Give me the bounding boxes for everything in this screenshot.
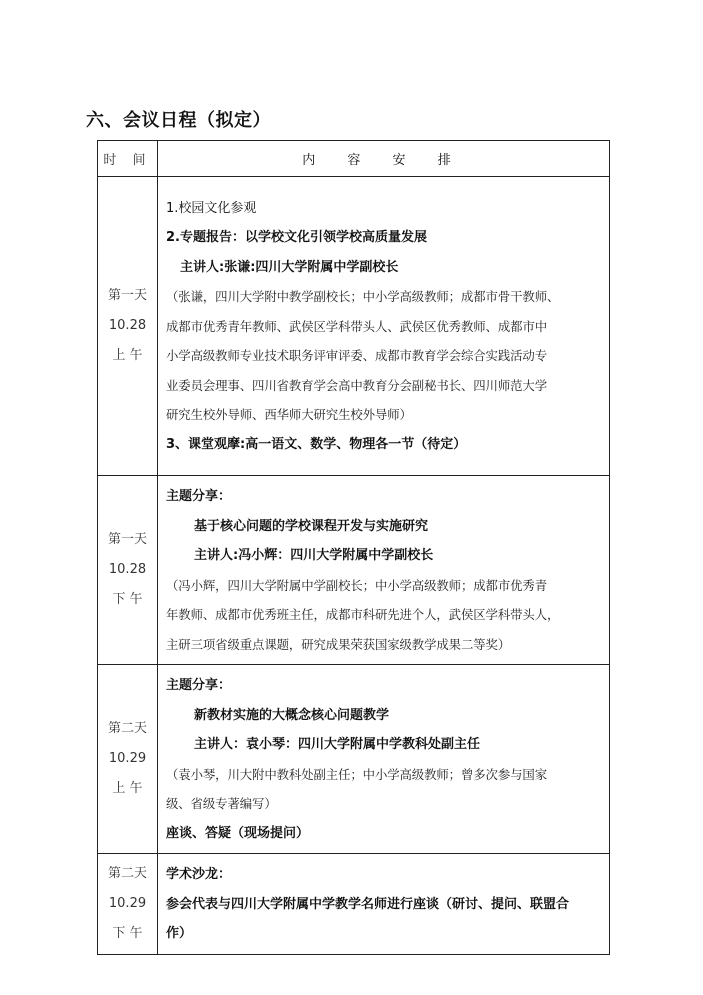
speaker-line: 主讲人:冯小辉：四川大学附属中学副校长 [194, 548, 434, 563]
agenda-item: 学术沙龙： [166, 867, 232, 882]
table-header-row [98, 141, 610, 177]
agenda-item: 参会代表与四川大学附属中学教学名师进行座谈（研讨、提问、联盟合 [166, 896, 570, 912]
speaker-bio: 级、省级专著编写） [166, 796, 277, 811]
speaker-bio: （张谦，四川大学附中教学副校长；中小学高级教师；成都市骨干教师、 [166, 289, 560, 305]
agenda-item: 3、课堂观摩:高一语文、数学、物理各一节（待定） [166, 436, 467, 452]
agenda-item: 主题分享： [166, 489, 232, 504]
content-cell [158, 854, 610, 955]
content-cell [158, 665, 610, 854]
topic-title: 新教材实施的大概念核心问题教学 [194, 707, 390, 723]
date-label: 10.29 [108, 751, 147, 766]
agenda-item: 座谈、答疑（现场提问） [166, 825, 310, 841]
period-label: 上 午 [112, 348, 143, 363]
header-time: 时 间 [98, 141, 158, 177]
schedule-table [97, 140, 610, 955]
speaker-bio: 主研三项省级重点课题，研究成果荣获国家级教学成果二等奖） [166, 636, 511, 652]
time-cell [98, 177, 158, 476]
speaker-line: 主讲人:张谦:四川大学附属中学副校长 [180, 259, 399, 275]
date-label: 10.29 [108, 895, 147, 911]
time-cell [98, 476, 158, 665]
period-label: 下 午 [112, 925, 143, 941]
speaker-bio: 年教师、成都市优秀班主任，成都市科研先进个人，武侯区学科带头人， [166, 607, 560, 622]
agenda-item: 作） [166, 926, 193, 941]
day-label: 第二天 [107, 721, 147, 736]
content-cell [158, 177, 610, 476]
speaker-bio: （冯小辉，四川大学附属中学副校长；中小学高级教师；成都市优秀青 [166, 577, 548, 593]
speaker-line: 主讲人：袁小琴：四川大学附属中学教科处副主任 [194, 737, 481, 752]
agenda-item: 1.校园文化参观 [166, 200, 257, 216]
table-row [98, 665, 610, 854]
header-content: 内 容 安 排 [158, 141, 610, 177]
table-row [98, 476, 610, 665]
table-row [98, 854, 610, 955]
period-label: 下 午 [112, 592, 143, 607]
date-label: 10.28 [108, 318, 147, 333]
section-title: 六、会议日程（拟定） [86, 110, 271, 131]
date-label: 10.28 [108, 562, 147, 577]
period-label: 上 午 [112, 781, 143, 796]
agenda-item: 主题分享： [166, 678, 232, 693]
day-label: 第二天 [107, 865, 147, 881]
content-cell [158, 476, 610, 665]
table-row [98, 177, 610, 476]
day-label: 第一天 [107, 532, 147, 547]
speaker-bio: 研究生校外导师、西华师大研究生校外导师） [166, 407, 412, 423]
speaker-bio: 成都市优秀青年教师、武侯区学科带头人、武侯区优秀教师、成都市中 [166, 318, 548, 334]
speaker-bio: 业委员会理事、四川省教育学会高中教育分会副秘书长、四川师范大学 [166, 377, 548, 393]
agenda-item: 2.专题报告：以学校文化引领学校高质量发展 [166, 230, 427, 246]
time-cell [98, 665, 158, 854]
topic-title: 基于核心问题的学校课程开发与实施研究 [194, 518, 429, 534]
day-label: 第一天 [107, 288, 147, 303]
speaker-bio: （袁小琴，川大附中教科处副主任；中小学高级教师；曾多次参与国家 [166, 766, 548, 782]
speaker-bio: 小学高级教师专业技术职务评审评委、成都市教育学会综合实践活动专 [166, 348, 548, 364]
time-cell [98, 854, 158, 955]
